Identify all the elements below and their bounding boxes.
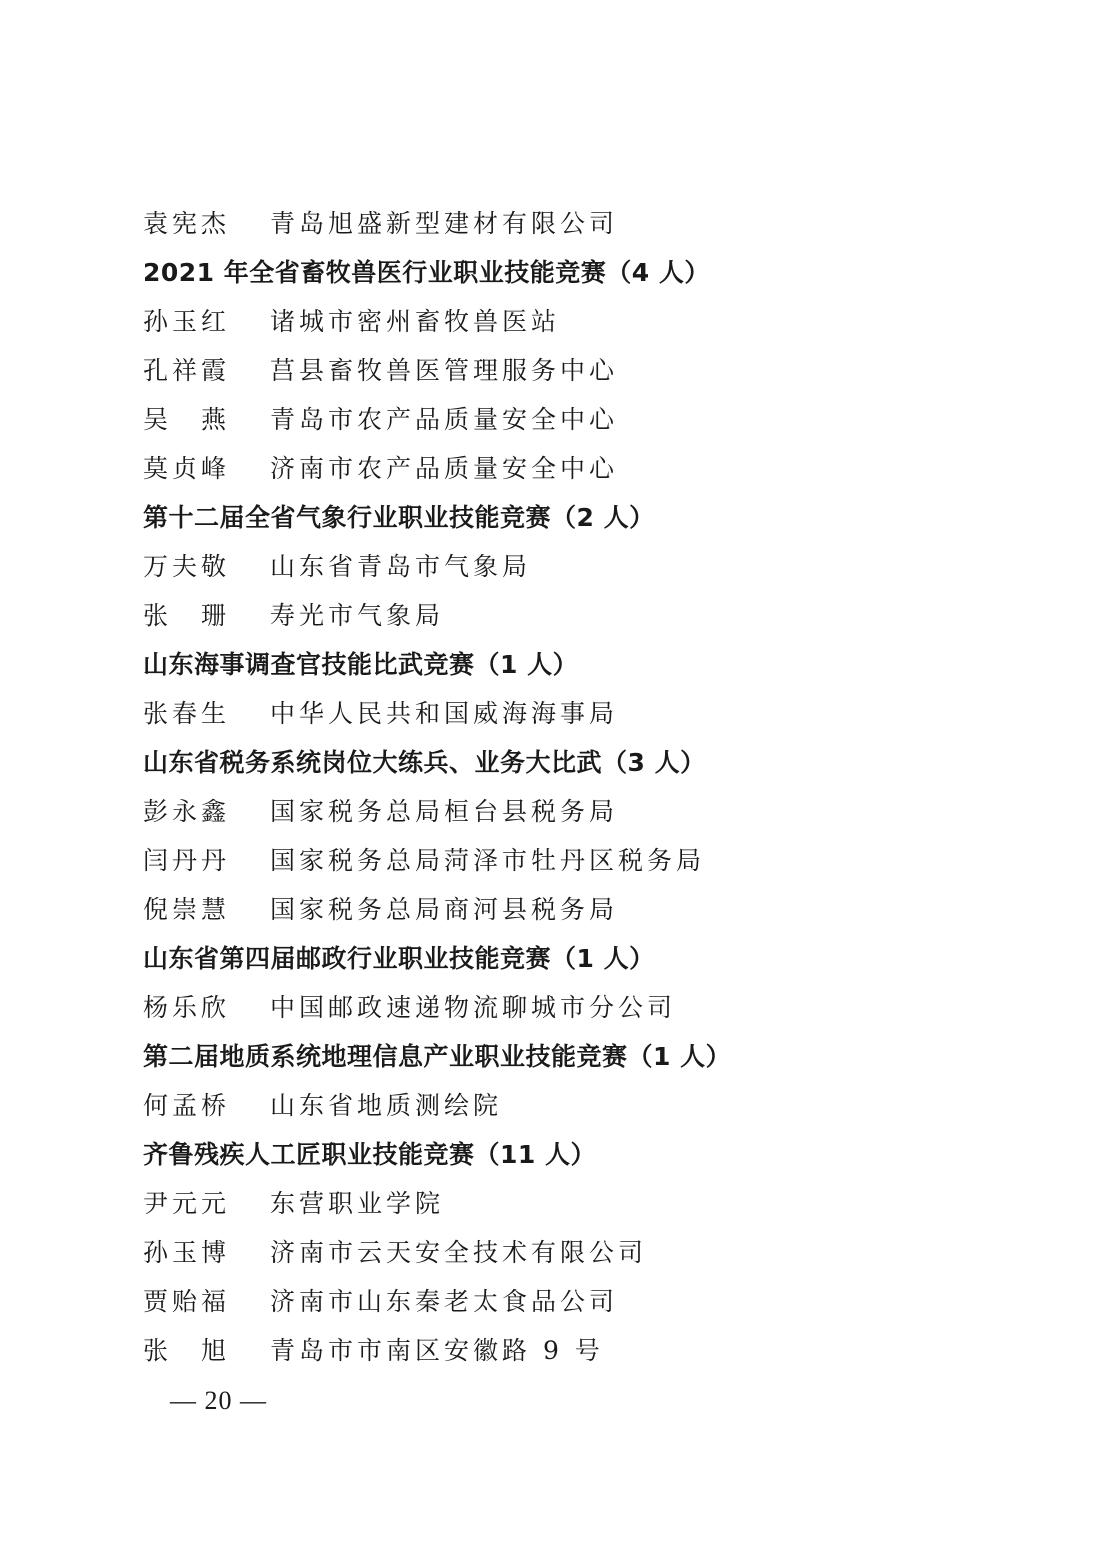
- list-item: [143, 199, 1043, 248]
- person-name: 万夫敬: [143, 552, 231, 581]
- person-name: 彭永鑫: [143, 797, 231, 826]
- person-name: 贾贻福: [143, 1287, 231, 1316]
- section-heading: 山东省税务系统岗位大练兵、业务大比武（3 人）: [143, 748, 706, 777]
- section-heading: 2021 年全省畜牧兽医行业职业技能竞赛（4 人）: [143, 258, 710, 287]
- list-item: [143, 787, 1043, 836]
- list-item: [143, 1228, 1043, 1277]
- person-name: 张春生: [143, 699, 231, 728]
- person-name: 尹元元: [143, 1189, 231, 1218]
- person-name: 何孟桥: [143, 1091, 231, 1120]
- section-heading: 齐鲁残疾人工匠职业技能竞赛（11 人）: [143, 1140, 596, 1169]
- organization-name: 济南市山东秦老太食品公司: [270, 1287, 619, 1316]
- list-item: [143, 444, 1043, 493]
- organization-name: 青岛市市南区安徽路 9 号: [270, 1336, 604, 1365]
- award-list: [143, 199, 1043, 1375]
- list-item: [143, 983, 1043, 1032]
- list-item: [143, 836, 1043, 885]
- organization-name: 中华人民共和国威海海事局: [270, 699, 619, 728]
- person-name: 孙玉红: [143, 307, 231, 336]
- organization-name: 诸城市密州畜牧兽医站: [270, 307, 561, 336]
- list-item: [143, 1277, 1043, 1326]
- organization-name: 青岛市农产品质量安全中心: [270, 405, 619, 434]
- organization-name: 济南市云天安全技术有限公司: [270, 1238, 648, 1267]
- person-name: 闫丹丹: [143, 846, 231, 875]
- person-name: 倪崇慧: [143, 895, 231, 924]
- section-heading: 第十二届全省气象行业职业技能竞赛（2 人）: [143, 503, 655, 532]
- person-name: 张 珊: [143, 601, 231, 630]
- organization-name: 国家税务总局商河县税务局: [270, 895, 619, 924]
- person-name: 孔祥霞: [143, 356, 231, 385]
- organization-name: 山东省地质测绘院: [270, 1091, 503, 1120]
- organization-name: 中国邮政速递物流聊城市分公司: [270, 993, 677, 1022]
- page-number: — 20 —: [170, 1386, 267, 1415]
- person-name: 张 旭: [143, 1336, 231, 1365]
- person-name: 吴 燕: [143, 405, 231, 434]
- list-item: [143, 346, 1043, 395]
- list-item: [143, 1081, 1043, 1130]
- organization-name: 东营职业学院: [270, 1189, 445, 1218]
- section-heading: 山东省第四届邮政行业职业技能竞赛（1 人）: [143, 944, 655, 973]
- organization-name: 国家税务总局桓台县税务局: [270, 797, 619, 826]
- list-item: [143, 395, 1043, 444]
- section-heading: 第二届地质系统地理信息产业职业技能竞赛（1 人）: [143, 1042, 732, 1071]
- list-item: [143, 689, 1043, 738]
- list-item: [143, 1326, 1043, 1375]
- person-name: 孙玉博: [143, 1238, 231, 1267]
- person-name: 莫贞峰: [143, 454, 231, 483]
- person-name: 杨乐欣: [143, 993, 231, 1022]
- organization-name: 莒县畜牧兽医管理服务中心: [270, 356, 619, 385]
- organization-name: 山东省青岛市气象局: [270, 552, 532, 581]
- list-item: [143, 542, 1043, 591]
- list-item: [143, 1179, 1043, 1228]
- organization-name: 寿光市气象局: [270, 601, 445, 630]
- organization-name: 国家税务总局菏泽市牡丹区税务局: [270, 846, 706, 875]
- section-heading: 山东海事调查官技能比武竞赛（1 人）: [143, 650, 579, 679]
- list-item: [143, 885, 1043, 934]
- person-name: 袁宪杰: [143, 209, 231, 238]
- organization-name: 青岛旭盛新型建材有限公司: [270, 209, 619, 238]
- organization-name: 济南市农产品质量安全中心: [270, 454, 619, 483]
- list-item: [143, 591, 1043, 640]
- list-item: [143, 297, 1043, 346]
